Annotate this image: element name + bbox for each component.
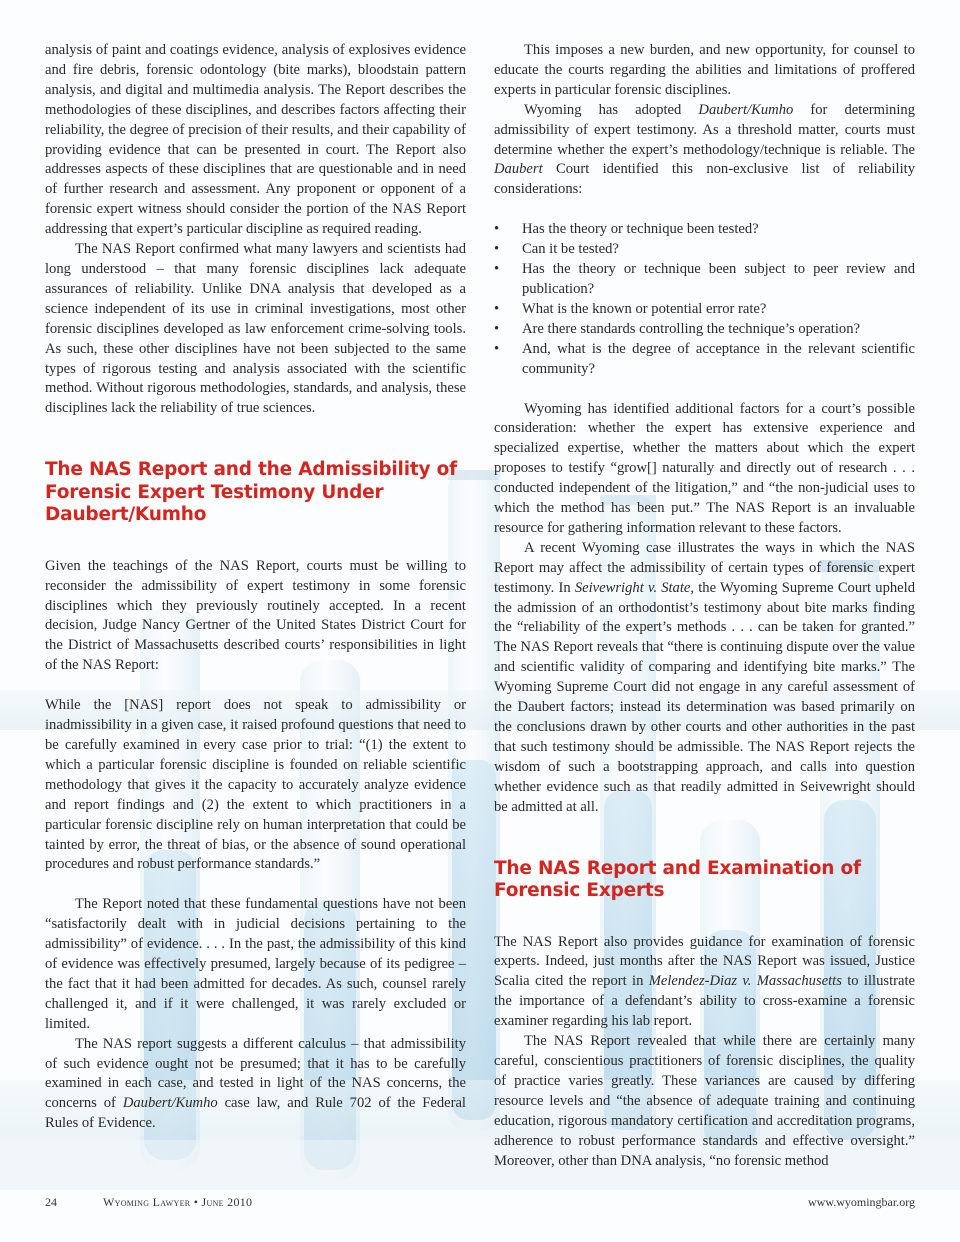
section-heading: The NAS Report and the Admissibility of Forensic Expert Testimony Under Daubert/Kumho <box>45 459 457 526</box>
right-column <box>494 41 915 1171</box>
section-heading: The NAS Report and Examination of Forensic Experts <box>494 857 861 902</box>
paragraph: The NAS Report confirmed what many lawyers and scientists had long understood – that many forensic disciplines lack adequate assurances of reliability. Unlike DNA analysis that developed as a science independent of its use in criminal investigations, most other forensic disciplines developed as law enforcement crime-solving tools. As such, these other disciplines have not been subjected to the same types of rigorous testing and analysis associated with the scientific method. Without rigorous methodologies, standards, and analysis, these disciplines lack the reliability of true sciences. <box>45 241 466 417</box>
left-column <box>45 41 466 1134</box>
list-item: • Are there standards controlling the technique’s operation? <box>494 320 915 340</box>
paragraph: The NAS Report revealed that while there are certainly many careful, conscientious practitioners of forensic disciplines, the quality of practice varies greatly. These variances are caused by differing resource levels and “the absence of adequate training and continuing education, rigorous mandatory certification and accreditation programs, adherence to robust performance standards and effective oversight.” Moreover, other than DNA analysis, “no forensic method <box>494 1033 915 1169</box>
paragraph: analysis of paint and coatings evidence, analysis of explosives evidence and fire debris, forensic odontology (bite marks), bloodstain pattern analysis, and digital and multimedia analysis. The Report describes the methodologies of these disciplines, and describes factors affecting their reliability, the degree of precision of their results, and their capability of providing evidence that can be presented in court. The Report also addresses aspects of these disciplines that are questionable and in need of further research and assessment. Any proponent or opponent of a forensic expert witness should consider the portion of the NAS Report addressing that expert’s particular discipline as required reading. <box>45 42 466 238</box>
paragraph: The NAS report suggests a different calculus – that admissibility of such evidence ought not be presumed; that it has to be carefully examined in each case, and tested in light of the NAS concerns, the concerns of Daubert/Kumho case law, and Rule 702 of the Federal Rules of Evidence. <box>45 1035 466 1132</box>
paragraph: The NAS Report also provides guidance for examination of forensic experts. Indeed, just months after the NAS Report was issued, Justice Scalia cited the report in Melendez-Diaz v. Massachusetts to illustrate the importance of a defendant’s ability to cross-examine a forensic examiner regarding his lab report. <box>494 933 915 1030</box>
page-number: 24 <box>45 1195 57 1209</box>
list-item: • Has the theory or technique been subject to peer review and publication? <box>494 260 915 300</box>
paragraph: The Report noted that these fundamental questions have not been “satisfactorily dealt with in judicial decisions pertaining to the admissibility” of evidence. . . . In the past, the admissibility of this kind of evidence was effectively presumed, largely because of its pedigree – the fact that it had been admitted for decades. As such, counsel rarely challenged it, and if it were challenged, it was rarely excluded or limited. <box>45 896 466 1032</box>
page-footer <box>45 1195 915 1215</box>
block-quote: While the [NAS] report does not speak to admissibility or inadmissibility in a given case, it raised profound questions that need to be carefully examined in every case prior to trial: “(1) the extent to which a particular forensic discipline is founded on reliable scientific methodology that gives it the capacity to accurately analyze evidence and report findings and (2) the extent to which practitioners in a particular forensic discipline rely on human interpretation that could be tainted by error, the threat of bias, or the absence of sound operational procedures and robust performance standards.” <box>45 697 466 873</box>
paragraph: Wyoming has identified additional factors for a court’s possible consideration: whether the expert has extensive experience and specialized expertise, whether the matters about which the expert proposes to testify “grow[] naturally and directly out of research . . . conducted independent of the litigation,” and “the non-judicial uses to which the method has been put.” The NAS Report is an invaluable resource for gathering information relevant to these factors. <box>494 400 915 536</box>
list-item: • What is the known or potential error rate? <box>494 300 915 320</box>
list-item: • Has the theory or technique been tested? <box>494 220 915 240</box>
paragraph: A recent Wyoming case illustrates the ways in which the NAS Report may affect the admissibility of certain types of forensic expert testimony. In Seivewright v. State, the Wyoming Supreme Court upheld the admission of an orthodontist’s testimony about bite marks finding the “reliability of the expert’s methods . . . can be taken for granted.” The NAS Report reveals that “there is continuing dispute over the value and scientific validity of comparing and identifying bite marks.” The Wyoming Supreme Court did not engage in any careful assessment of the Daubert factors; instead its determination was based primarily on the conclusions drawn by other courts and other authorities in the past that such testimony should be admissible. The NAS Report rejects the wisdom of such a bootstrapping approach, and calls into question whether evidence such as that readily admitted in Seivewright should be admitted at all. <box>494 539 915 815</box>
website-link[interactable]: www.wyomingbar.org <box>808 1195 915 1209</box>
magazine-issue: Wyoming Lawyer • June 2010 <box>103 1195 253 1209</box>
paragraph: This imposes a new burden, and new opportunity, for counsel to educate the courts regarding the abilities and limitations of proffered experts in particular forensic disciplines. <box>494 42 915 98</box>
paragraph: Wyoming has adopted Daubert/Kumho for determining admissibility of expert testimony. As a threshold matter, courts must determine whether the expert’s methodology/technique is reliable. The Daubert Court identified this non-exclusive list of reliability considerations: <box>494 101 915 198</box>
list-item: • And, what is the degree of acceptance in the relevant scientific community? <box>494 340 915 380</box>
reliability-factors-list <box>494 220 915 379</box>
paragraph: Given the teachings of the NAS Report, courts must be willing to reconsider the admissibility of expert testimony in some forensic disciplines which they previously routinely accepted. In a recent decision, Judge Nancy Gertner of the United States District Court for the District of Massachusetts described courts’ responsibilities in light of the NAS Report: <box>45 557 466 674</box>
list-item: • Can it be tested? <box>494 240 915 260</box>
